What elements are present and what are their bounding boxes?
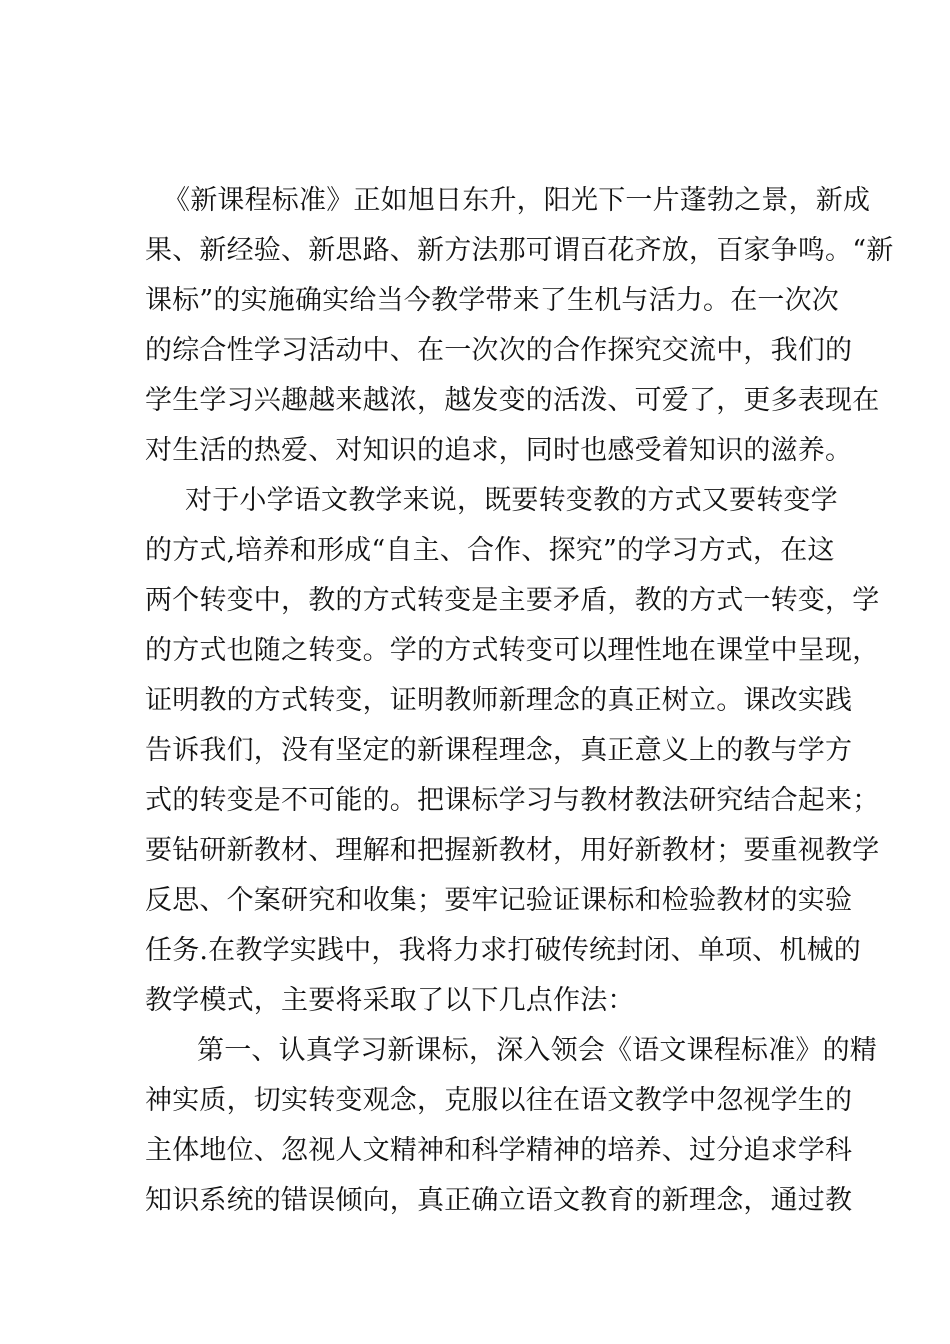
paragraph-3-line-3: 主体地位、忽视人文精神和科学精神的培养、过分追求学科 (145, 1135, 853, 1166)
paragraph-1-line-2: 果、新经验、新思路、新方法那可谓百花齐放，百家争鸣。“新 (145, 235, 894, 266)
paragraph-1-line-4: 的综合性学习活动中、在一次次的合作探究交流中，我们的 (145, 335, 853, 366)
paragraph-2-line-8: 要钻研新教材、理解和把握新教材，用好新教材；要重视教学 (145, 835, 880, 866)
paragraph-2-line-2: 的方式,培养和形成“自主、合作、探究”的学习方式，在这 (145, 535, 835, 566)
paragraph-2-line-7: 式的转变是不可能的。把课标学习与教材教法研究结合起来； (145, 785, 880, 816)
paragraph-2-line-11: 教学模式，主要将采取了以下几点作法： (145, 985, 635, 1016)
paragraph-1-line-3: 课标”的实施确实给当今教学带来了生机与活力。在一次次 (145, 285, 840, 316)
paragraph-2-line-4: 的方式也随之转变。学的方式转变可以理性地在课堂中呈现， (145, 635, 880, 666)
paragraph-2-line-10: 任务.在教学实践中，我将力求打破传统封闭、单项、机械的 (145, 935, 861, 966)
document-body (145, 176, 894, 1226)
paragraph-2-line-3: 两个转变中，教的方式转变是主要矛盾，教的方式一转变，学 (145, 585, 880, 616)
paragraph-2-line-5: 证明教的方式转变，证明教师新理念的真正树立。课改实践 (145, 685, 853, 716)
paragraph-2-line-1: 对于小学语文教学来说，既要转变教的方式又要转变学 (185, 485, 838, 516)
paragraph-1-line-5: 学生学习兴趣越来越浓，越发变的活泼、可爱了，更多表现在 (145, 385, 880, 416)
paragraph-3-line-4: 知识系统的错误倾向，真正确立语文教育的新理念，通过教 (145, 1185, 853, 1216)
paragraph-3-line-2: 神实质，切实转变观念，克服以往在语文教学中忽视学生的 (145, 1085, 853, 1116)
paragraph-1-line-1: 《新课程标准》正如旭日东升，阳光下一片蓬勃之景，新成 (163, 185, 871, 216)
paragraph-2-line-6: 告诉我们，没有坚定的新课程理念，真正意义上的教与学方 (145, 735, 853, 766)
paragraph-3-line-1: 第一、认真学习新课标，深入领会《语文课程标准》的精 (197, 1035, 877, 1066)
paragraph-2-line-9: 反思、个案研究和收集；要牢记验证课标和检验教材的实验 (145, 885, 853, 916)
paragraph-1-line-6: 对生活的热爱、对知识的追求，同时也感受着知识的滋养。 (145, 435, 853, 466)
